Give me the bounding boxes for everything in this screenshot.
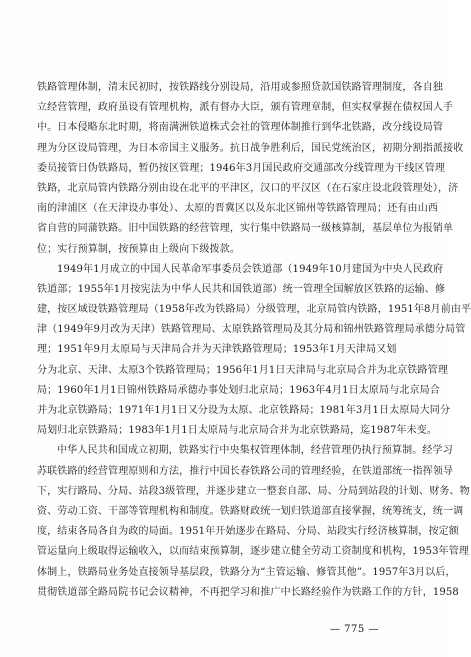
text-line: 铁路，北京局管内铁路分别由设在北平的平津区，汉口的平汉区（在石家庄设北段管理处），济 [37, 182, 459, 194]
text-line: 局；1960年1月1日锦州铁路局承德办事处划归北京局；1963年4月1日太原局与北京局合 [37, 384, 440, 396]
paragraph [37, 78, 464, 260]
text-line: 1949年1月成立的中国人民革命军事委员会铁道部（1949年10月建国为中央人民政府 [57, 263, 444, 275]
text-line: 省自营的同蒲铁路。旧中国铁路的经营管理，实行集中铁路局一级核算制，基层单位为报销单 [37, 223, 454, 235]
text-line: 建，按区域设铁路管理局（1958年改为铁路局）分级管理，北京局管内铁路，1951年8月前由平 [37, 304, 471, 316]
paragraph [37, 260, 471, 442]
text-line: 体制上，铁路局业务处直接领导基层段，铁路分为“主管运输、修管其他”。1957年3月以后， [37, 566, 456, 578]
text-line: 资、劳动工资、干部等管理机构和制度。铁路财政统一划归铁道部直接掌握，统筹统支，统一调 [37, 505, 464, 517]
text-line: 管运量向上级取得运输收入，以而结束预算制，逐步建立健全劳动工资制度和机构，1953年管理 [37, 546, 470, 558]
text-line: 下，实行路局、分局、站段3级管理，并逐步建立一整套自部、局、分局到站段的计划、财务、物 [37, 485, 470, 497]
text-line: 中华人民共和国成立初期，铁路实行中央集权管理体制，经营管理仍执行预算制。经学习 [57, 445, 453, 457]
text-line: 铁路管理体制，清末民初时，按铁路线分别设局，沿用或参照贷款国铁路管理制度，各自独 [37, 82, 443, 93]
text-line: 铁道部；1955年1月按宪法为中华人民共和国铁道部）统一管理全国解放区铁路的运输、修 [37, 283, 446, 295]
text-line: 理为分区设局管理，为日本帝国主义服务。抗日战争胜利后，国民党统治区，初期分割指派接收 [37, 142, 464, 154]
text-line: 中。日本侵略东北时期，将南满洲铁道株式会社的管理体制推行到华北铁路，改分线设局管 [37, 122, 443, 134]
text-line: 分为北京、天津、太原3个铁路管理局；1956年1月1日天津局与北京局合并为北京铁路管理 [37, 364, 448, 376]
body-text [37, 78, 471, 603]
text-line: 位；实行预算制，按预算由上级向下级拨款。 [37, 243, 240, 255]
text-line: 南的津浦区（在天津设办事处）、太原的晋冀区以及东北区锦州等铁路管理局；还有由山西 [37, 203, 438, 215]
text-line: 局划归北京铁路局；1983年1月1日太原局与北京局合并为北京铁路局，迄1987年未变。 [37, 425, 438, 437]
text-line: 津（1949年9月改为天津）铁路管理局、太原铁路管理局及其分局和锦州铁路管理局承德分局管 [37, 324, 466, 336]
paragraph [37, 441, 470, 603]
text-line: 贯彻铁道部全路局院书记会议精神，不再把学习和推广中长路经验作为铁路工作的方针，1958 [37, 586, 459, 598]
text-line: 立经营管理，政府虽设有管理机构，派有督办大臣，颁有管理章制，但实权掌握在债权国人手 [37, 102, 454, 114]
text-line: 委员接管日伪铁路局，暂仍按区管理；1946年3月国民政府交通部改分线管理为干线区管理 [37, 162, 446, 174]
text-line: 并为北京铁路局；1971年1月1日又分设为太原、北京铁路局；1981年3月1日太原局大同分 [37, 405, 451, 416]
page-number: — 775 — [330, 624, 379, 635]
text-line: 理；1951年9月太原局与天津局合并为天津铁路管理局；1953年1月天津局又划 [37, 344, 397, 356]
text-line: 苏联铁路的经营管理原则和方法，推行中国长春铁路公司的管理经验，在铁道部统一指挥领导 [37, 465, 454, 477]
text-line: 度，结束各局各自为政的局面。1951年开始逐步在路局、分局、站段实行经济核算制，按定额 [37, 526, 459, 538]
